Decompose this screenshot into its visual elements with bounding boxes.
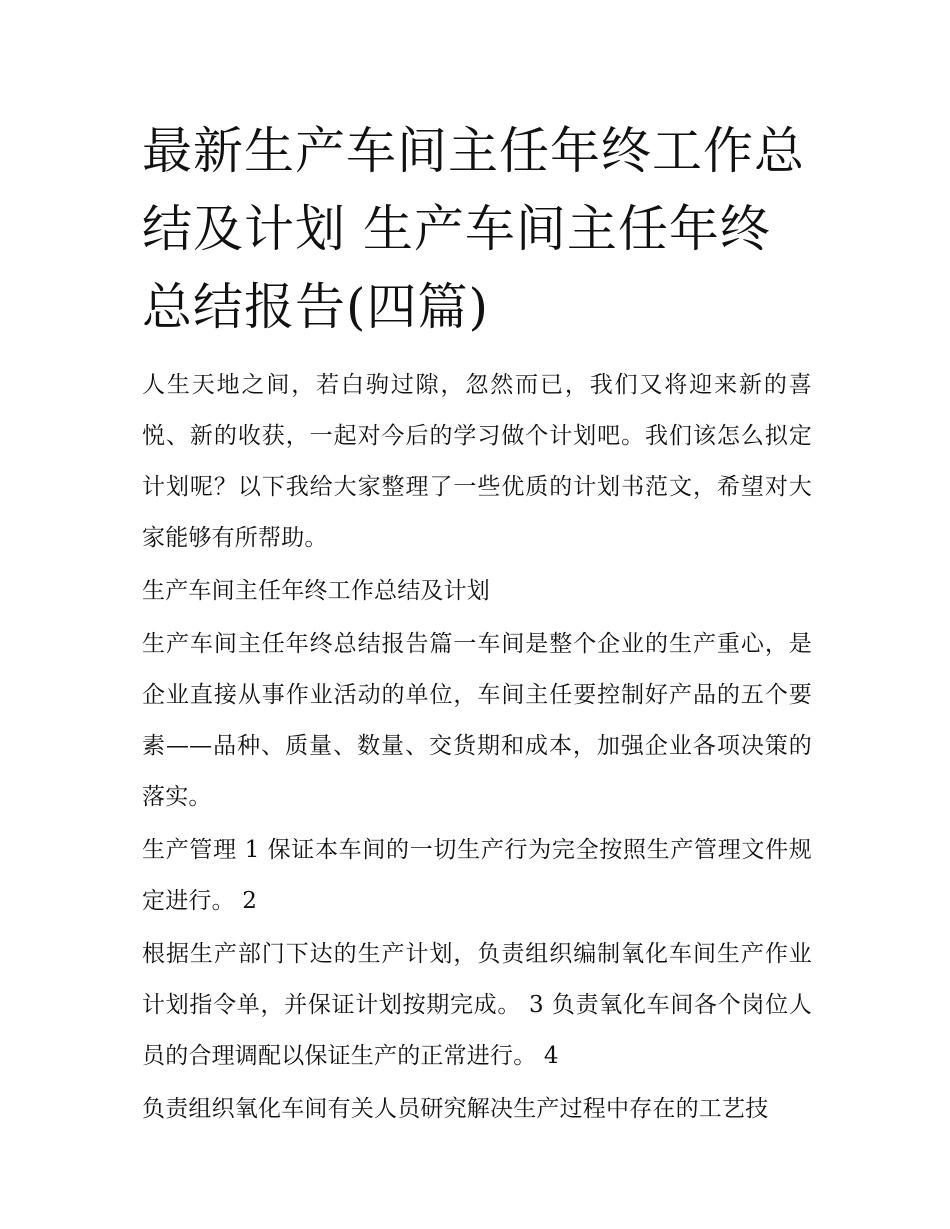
body-paragraph: 生产管理 1 保证本车间的一切生产行为完全按照生产管理文件规定进行。 2 [142, 837, 812, 914]
document-body [142, 112, 812, 1137]
document-title: 最新生产车间主任年终工作总结及计划 生产车间主任年终总结报告(四篇) [142, 122, 805, 336]
body-paragraph: 根据生产部门下达的生产计划，负责组织编制氧化车间生产作业计划指令单，并保证计划按期完成。 3 负责氧化车间各个岗位人员的合理调配以保证生产的正常进行。 4 [142, 941, 812, 1069]
section-heading: 生产车间主任年终工作总结及计划 [142, 578, 490, 604]
intro-paragraph: 人生天地之间，若白驹过隙，忽然而已，我们又将迎来新的喜悦、新的收获，一起对今后的学习做个计划吧。我们该怎么拟定计划呢？以下我给大家整理了一些优质的计划书范文，希望对大家能够有所帮助。 [142, 372, 812, 551]
body-paragraph: 生产车间主任年终总结报告篇一车间是整个企业的生产重心，是企业直接从事作业活动的单位，车间主任要控制好产品的五个要素——品种、质量、数量、交货期和成本，加强企业各项决策的落实。 [142, 631, 812, 810]
body-paragraph: 负责组织氧化车间有关人员研究解决生产过程中存在的工艺技 [142, 1096, 769, 1122]
